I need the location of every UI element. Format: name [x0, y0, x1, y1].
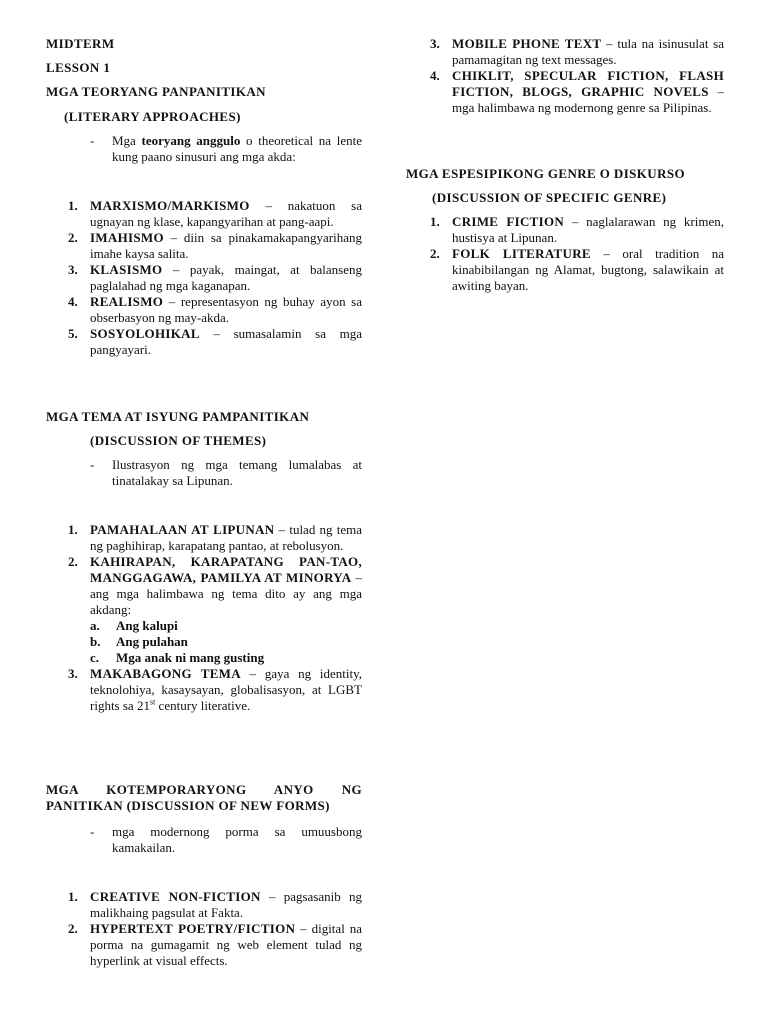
sublist-item: a. Ang kalupi: [90, 618, 178, 633]
item-term: MAKABAGONG TEMA: [90, 666, 241, 681]
item-term: CHIKLIT, SPECULAR FICTION, FLASH FICTION, BLOGS, GRAPHIC NOVELS: [452, 68, 724, 99]
dash-bullet: -: [90, 133, 95, 148]
list-item: 4. REALISMO – representasyon ng buhay ayon sa obserbasyon ng may-akda.: [68, 294, 362, 325]
list-item: 2. IMAHISMO – diin sa pinakamakapangyarihang imahe kaysa salita.: [68, 230, 362, 261]
list-item: 3. MAKABAGONG TEMA – gaya ng identity, teknolohiya, kasaysayan, globalisasyon, at LGBT rights sa 21st century literative.: [68, 666, 362, 713]
section-subtitle-themes: (DISCUSSION OF THEMES): [90, 433, 267, 448]
section-title-new-forms: MGA KOTEMPORARYONG ANYO NG PANITIKAN (DISCUSSION OF NEW FORMS): [46, 782, 362, 813]
note-text: mga modernong porma sa umuusbong kamakailan.: [112, 824, 362, 855]
item-term: IMAHISMO: [90, 230, 164, 245]
item-desc: – digital na porma na gumagamit ng web element tulad ng hyperlink at visual effects.: [90, 921, 362, 968]
themes-note: [90, 457, 362, 489]
list-item: 1. CRIME FICTION – naglalarawan ng krimen, hustisya at Lipunan.: [430, 214, 724, 245]
new-forms-note: [90, 824, 362, 856]
item-desc: – gaya ng identity, teknolohiya, kasaysayan, globalisasyon, at LGBT rights sa 21: [90, 666, 362, 713]
superscript: st: [149, 697, 156, 707]
new-forms-list-continued: [406, 36, 724, 116]
theories-list: [46, 198, 362, 358]
item-term: CRIME FICTION: [452, 214, 565, 229]
list-item: 1. CREATIVE NON-FICTION – pagsasanib ng malikhaing pagsulat at Fakta.: [68, 889, 362, 920]
item-term: KAHIRAPAN, KARAPATANG PAN-TAO, MANGGAGAWA, PAMILYA AT MINORYA: [90, 554, 362, 585]
item-term: REALISMO: [90, 294, 164, 309]
genre-list: [406, 214, 724, 294]
dash-bullet: -: [90, 824, 95, 839]
note-text: o theoretical na lente kung paano sinusuri ang mga akda:: [112, 133, 362, 164]
item-desc: – sumasalamin sa mga pangyayari.: [90, 326, 362, 357]
item-desc: – payak, maingat, at balanseng paglalahad ng mga kaganapan.: [90, 262, 362, 293]
item-term: FOLK LITERATURE: [452, 246, 591, 261]
new-forms-list: [46, 889, 362, 969]
list-item: 1. MARXISMO/MARKISMO – nakatuon sa ugnayan ng klase, kapangyarihan at pang-aapi.: [68, 198, 362, 229]
item-desc: – tula na isinusulat sa pamamagitan ng text messages.: [452, 36, 724, 67]
item-desc: – diin sa pinakamakapangyarihang imahe kaysa salita.: [90, 230, 362, 261]
note-bold-text: teoryang anggulo: [141, 133, 241, 148]
list-item: 3. KLASISMO – payak, maingat, at balanseng paglalahad ng mga kaganapan.: [68, 262, 362, 293]
item-desc: century literative.: [155, 698, 251, 713]
item-term: HYPERTEXT POETRY/FICTION: [90, 921, 296, 936]
dash-bullet: -: [90, 457, 95, 472]
list-item: 2. KAHIRAPAN, KARAPATANG PAN-TAO, MANGGAGAWA, PAMILYA AT MINORYA – ang mga halimbawa ng tema dito ay ang mga akdang: a. Ang kalupi b. Ang pulahan c. Mga anak ni mang gusting: [68, 554, 362, 665]
note-text: Ilustrasyon ng mga temang lumalabas at tinatalakay sa Lipunan.: [112, 457, 362, 488]
section-subtitle-genre: (DISCUSSION OF SPECIFIC GENRE): [432, 190, 667, 205]
item-desc: – tulad ng tema ng paghihirap, karapatang pantao, at rebolusyon.: [90, 522, 362, 553]
list-item: 3. MOBILE PHONE TEXT – tula na isinusulat sa pamamagitan ng text messages.: [430, 36, 724, 67]
item-desc: – nakatuon sa ugnayan ng klase, kapangyarihan at pang-aapi.: [90, 198, 362, 229]
sublist-item: b. Ang pulahan: [90, 634, 188, 649]
item-desc: – ang mga halimbawa ng tema dito ay ang mga akdang:: [90, 570, 362, 617]
section-subtitle-theories: (LITERARY APPROACHES): [64, 109, 241, 124]
item-desc: – mga halimbawa ng modernong genre sa Pilipinas.: [452, 84, 724, 115]
list-item: 1. PAMAHALAAN AT LIPUNAN – tulad ng tema ng paghihirap, karapatang pantao, at rebolusyon.: [68, 522, 362, 553]
item-term: CREATIVE NON-FICTION: [90, 889, 261, 904]
list-item: 2. HYPERTEXT POETRY/FICTION – digital na porma na gumagamit ng web element tulad ng hyperlink at visual effects.: [68, 921, 362, 968]
list-item: 4. CHIKLIT, SPECULAR FICTION, FLASH FICTION, BLOGS, GRAPHIC NOVELS – mga halimbawa ng modernong genre sa Pilipinas.: [430, 68, 724, 115]
theories-note: [90, 133, 362, 165]
section-title-themes: MGA TEMA AT ISYUNG PAMPANITIKAN: [46, 409, 310, 424]
item-term: KLASISMO: [90, 262, 163, 277]
item-term: PAMAHALAAN AT LIPUNAN: [90, 522, 275, 537]
item-term: MOBILE PHONE TEXT: [452, 36, 602, 51]
sublist-item: c. Mga anak ni mang gusting: [90, 650, 265, 665]
item-desc: – pagsasanib ng malikhaing pagsulat at Fakta.: [90, 889, 362, 920]
section-title-genre: MGA ESPESIPIKONG GENRE O DISKURSO: [406, 166, 686, 181]
midterm-label: MIDTERM: [46, 36, 115, 51]
section-title-theories: MGA TEORYANG PANPANITIKAN: [46, 84, 266, 99]
item-desc: – representasyon ng buhay ayon sa obserbasyon ng may-akda.: [90, 294, 362, 325]
item-term: MARXISMO/MARKISMO: [90, 198, 250, 213]
themes-sublist: [90, 618, 362, 666]
list-item: 5. SOSYOLOHIKAL – sumasalamin sa mga pangyayari.: [68, 326, 362, 357]
themes-list: [46, 522, 362, 714]
lesson-label: LESSON 1: [46, 60, 111, 75]
list-item: 2. FOLK LITERATURE – oral tradition na kinabibilangan ng Alamat, bugtong, salawikain at awiting bayan.: [430, 246, 725, 293]
item-desc: – naglalarawan ng krimen, hustisya at Lipunan.: [452, 214, 724, 245]
item-term: SOSYOLOHIKAL: [90, 326, 200, 341]
item-desc: – oral tradition na kinabibilangan ng Alamat, bugtong, salawikain at awiting bayan.: [452, 246, 725, 293]
note-text: Mga: [112, 133, 142, 148]
